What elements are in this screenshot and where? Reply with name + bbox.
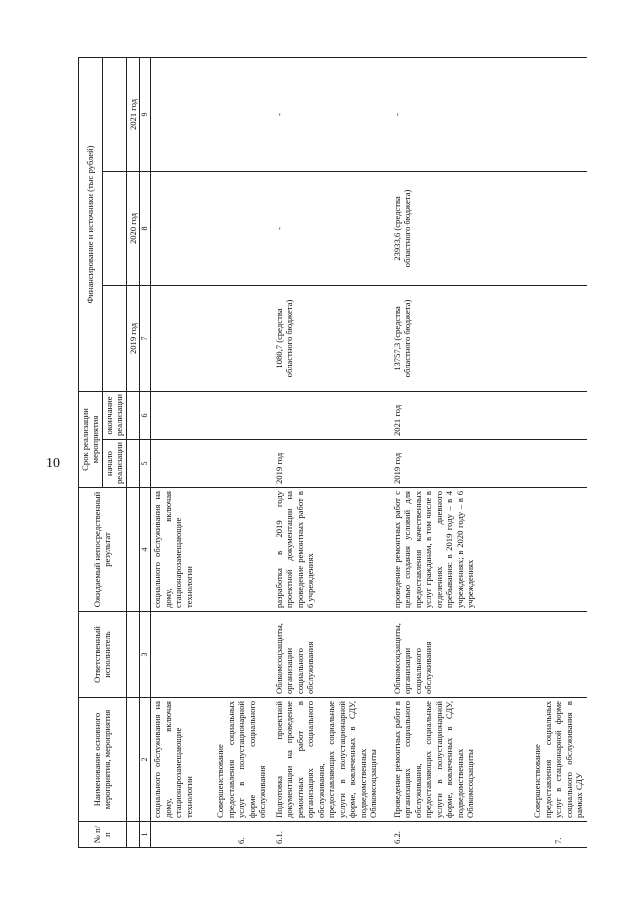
row-f2021: - bbox=[391, 58, 531, 172]
rotated-table-page bbox=[78, 58, 598, 848]
row-f2021 bbox=[211, 58, 273, 172]
row-num: 6. bbox=[211, 822, 273, 848]
row-f2019: 13757,3 (средства областного бюджета) bbox=[391, 286, 531, 392]
row-f2021: - bbox=[273, 58, 391, 172]
row-result: разработка в 2019 году проектной документации на проведение ремонтных работ в 6 учреждениях bbox=[273, 488, 391, 612]
row-num: 7. bbox=[531, 822, 587, 848]
row-start bbox=[211, 440, 273, 488]
table-row bbox=[151, 58, 211, 848]
column-number: 8 bbox=[140, 172, 151, 286]
row-f2019 bbox=[531, 286, 587, 392]
row-start bbox=[531, 440, 587, 488]
row-result bbox=[531, 488, 587, 612]
row-result bbox=[211, 488, 273, 612]
column-number: 9 bbox=[140, 58, 151, 172]
row-end: 2021 год bbox=[391, 392, 531, 440]
row-result: проведение ремонтных работ с целью создания условий для предоставления качественных услуг гражданам, в том числе в отделениях дневного пребывания: в 2019 году – в 4 учреждениях; в 2020 году – в 6 учреждениях bbox=[391, 488, 531, 612]
row-f2019 bbox=[151, 286, 211, 392]
header-executor: Ответственный исполнитель bbox=[79, 612, 127, 698]
header-start: начало реализации bbox=[102, 440, 126, 488]
row-start bbox=[151, 440, 211, 488]
header-end: окончание реализации bbox=[102, 392, 126, 440]
header-2019: 2019 год bbox=[126, 286, 139, 392]
header-num: № п/п bbox=[79, 822, 127, 848]
column-number: 1 bbox=[140, 822, 151, 848]
row-start: 2019 год bbox=[391, 440, 531, 488]
row-f2020 bbox=[211, 172, 273, 286]
column-number: 4 bbox=[140, 488, 151, 612]
row-num bbox=[151, 822, 211, 848]
row-end bbox=[151, 392, 211, 440]
row-f2019: 1080,7 (средства областного бюджета) bbox=[273, 286, 391, 392]
row-num: 6.1. bbox=[273, 822, 391, 848]
program-activities-table bbox=[78, 57, 587, 848]
row-result: социального обслуживания на дому, включая стационарозамещающие технологии bbox=[151, 488, 211, 612]
row-executor bbox=[531, 612, 587, 698]
row-end bbox=[273, 392, 391, 440]
header-period: Срок реализации мероприятия bbox=[79, 392, 103, 488]
row-executor bbox=[211, 612, 273, 698]
row-f2020 bbox=[531, 172, 587, 286]
row-name: Совершенствование предоставления социальных услуг в стационарной форме социального обслуживания в рамках СДУ bbox=[531, 698, 587, 822]
row-end bbox=[211, 392, 273, 440]
header-2021: 2021 год bbox=[126, 58, 139, 172]
row-start: 2019 год bbox=[273, 440, 391, 488]
row-name: Совершенствование предоставления социальных услуг в полустационарной форме социального обслуживания bbox=[211, 698, 273, 822]
header-2020: 2020 год bbox=[126, 172, 139, 286]
column-number: 7 bbox=[140, 286, 151, 392]
row-executor: Облкомсоцзащиты, организации социального обслуживания bbox=[391, 612, 531, 698]
header-result: Ожидаемый непосредственный результат bbox=[79, 488, 127, 612]
row-executor: Облкомсоцзащиты, организации социального обслуживания bbox=[273, 612, 391, 698]
header-financing: Финансирование и источники (тыс рублей) bbox=[79, 58, 103, 392]
row-name: Проведение ремонтных работ в организациях социального обслуживания, предоставляющих социальные услуги в полустационарной форме, вовлеченных в СДУ, подведомственных Облкомсоцзащиты bbox=[391, 698, 531, 822]
row-f2019 bbox=[211, 286, 273, 392]
column-number: 2 bbox=[140, 698, 151, 822]
row-name: социального обслуживания на дому, включая стационарозамещающие технологии bbox=[151, 698, 211, 822]
row-f2021 bbox=[151, 58, 211, 172]
row-num: 6.2. bbox=[391, 822, 531, 848]
page-number: 10 bbox=[46, 456, 60, 471]
table-row bbox=[391, 58, 531, 848]
row-f2021 bbox=[531, 58, 587, 172]
row-f2020: - bbox=[273, 172, 391, 286]
header-name: Наименование основного мероприятия, мероприятия bbox=[79, 698, 127, 822]
table-row bbox=[531, 58, 587, 848]
table-row bbox=[211, 58, 273, 848]
row-end bbox=[531, 392, 587, 440]
column-number: 5 bbox=[140, 440, 151, 488]
column-number: 6 bbox=[140, 392, 151, 440]
row-executor bbox=[151, 612, 211, 698]
row-f2020: 23933,6 (средства областного бюджета) bbox=[391, 172, 531, 286]
row-f2020 bbox=[151, 172, 211, 286]
row-name: Подготовка проектной документации на проведение ремонтных работ в организациях социального обслуживания, предоставляющих социальные услуги в полустационарной форме, вовлеченных в СДУ, подведомственных Облкомсоцзащиты bbox=[273, 698, 391, 822]
table-row bbox=[273, 58, 391, 848]
column-number: 3 bbox=[140, 612, 151, 698]
